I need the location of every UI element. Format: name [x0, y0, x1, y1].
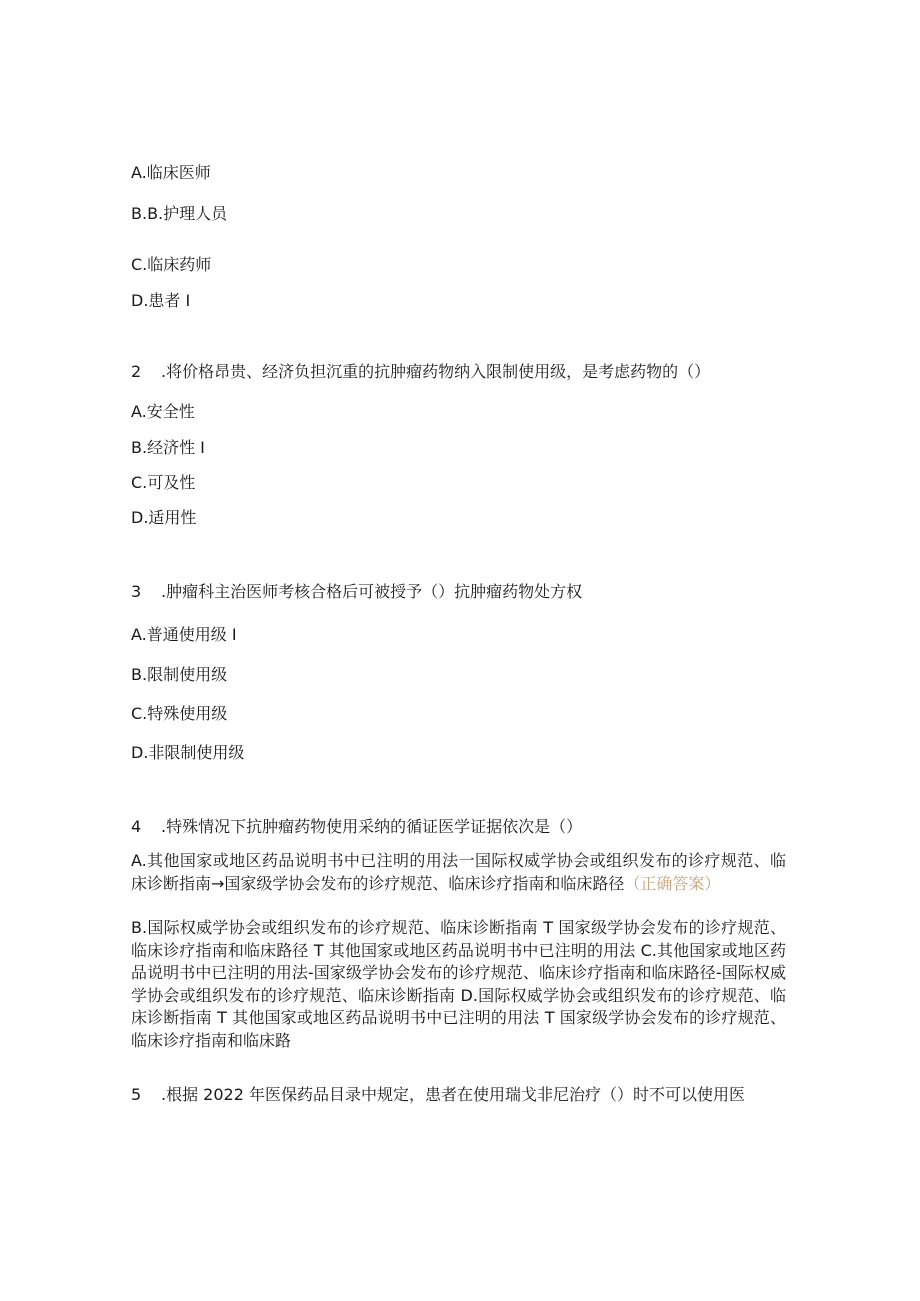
- q4-title: [131, 817, 582, 837]
- q2-option-d[interactable]: D.适用性: [131, 508, 197, 527]
- q1-option-c[interactable]: C.临床药师: [131, 255, 212, 274]
- q1-option-b[interactable]: B.B.护理人员: [131, 204, 228, 223]
- q5-number: 5: [131, 1085, 142, 1104]
- q4-text: .特殊情况下抗肿瘤药物使用采纳的循证医学证据依次是（）: [161, 817, 583, 836]
- q3-title: [131, 582, 582, 602]
- q4-number: 4: [131, 817, 142, 836]
- q3-option-d[interactable]: D.非限制使用级: [131, 743, 245, 762]
- q5-text: .根据 2022 年医保药品目录中规定，患者在使用瑞戈非尼治疗（）时不可以使用医: [161, 1085, 745, 1104]
- q3-option-a[interactable]: A.普通使用级 I: [131, 625, 237, 644]
- q1-option-d[interactable]: D.患者 I: [131, 291, 191, 310]
- q2-text: .将价格昂贵、经济负担沉重的抗肿瘤药物纳入限制使用级，是考虑药物的（）: [161, 362, 711, 381]
- q3-text: .肿瘤科主治医师考核合格后可被授予（）抗肿瘤药物处方权: [161, 582, 583, 601]
- q2-option-c[interactable]: C.可及性: [131, 473, 196, 492]
- q2-number: 2: [131, 362, 142, 381]
- q2-option-b[interactable]: B.经济性 I: [131, 438, 205, 457]
- q1-option-a[interactable]: A.临床医师: [131, 163, 211, 182]
- correct-answer-mark: （正确答案）: [624, 873, 721, 893]
- q5-title: [131, 1085, 745, 1105]
- q4-option-a-text: A.其他国家或地区药品说明书中已注明的用法一国际权威学协会或组织发布的诊疗规范、临床诊断指南→国家级学协会发布的诊疗规范、临床诊疗指南和临床路径: [131, 851, 786, 893]
- q4-option-a[interactable]: [131, 850, 786, 895]
- q3-option-b[interactable]: B.限制使用级: [131, 665, 228, 684]
- q2-title: [131, 362, 710, 382]
- q3-option-c[interactable]: C.特殊使用级: [131, 704, 228, 723]
- q4-options-rest[interactable]: B.国际权威学协会或组织发布的诊疗规范、临床诊断指南 T 国家级学协会发布的诊疗规范、临床诊疗指南和临床路径 T 其他国家或地区药品说明书中已注明的用法 C.其他国家或地区药品说明书中已注明的用法-国家级学协会发布的诊疗规范、临床诊疗指南和临床路径-国际权威学协会或组织发布的诊疗规范、临床诊断指南 D.国际权威学协会或组织发布的诊疗规范、临床诊断指南 T 其他国家或地区药品说明书中已注明的用法 T 国家级学协会发布的诊疗规范、临床诊疗指南和临床路: [131, 918, 786, 1050]
- q2-option-a[interactable]: A.安全性: [131, 402, 195, 421]
- q3-number: 3: [131, 582, 142, 601]
